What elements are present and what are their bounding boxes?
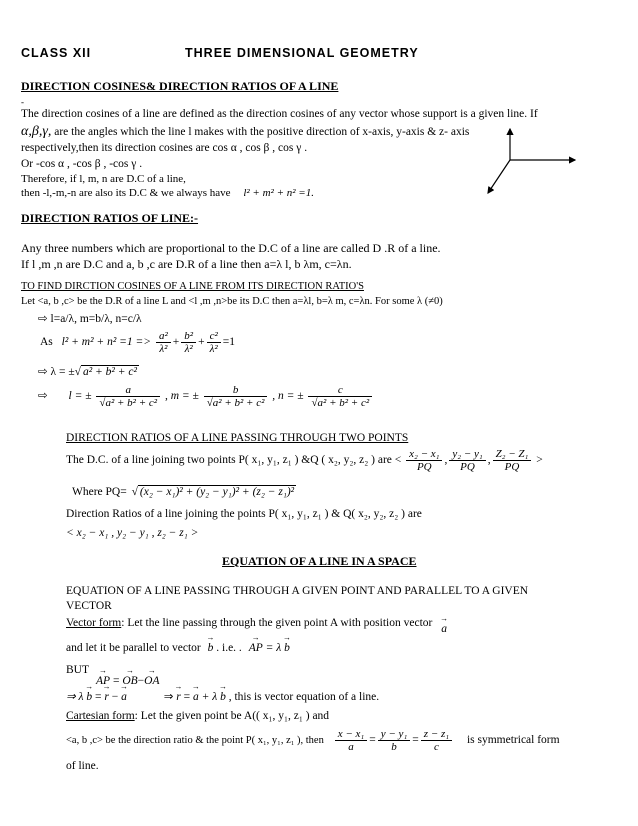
sec1-dash: -	[21, 97, 24, 107]
sec5-heading: EQUATION OF A LINE IN A SPACE	[222, 554, 417, 568]
frac-sz: $\frac{\text{z − z₁}}{c}$	[421, 728, 452, 753]
sec4-p1-line: The D.C. of a line joining two points P( x₁, y₁, z₁ ) &Q ( x₂, y₂, z₂ ) are < $\frac{\text{x₂ − x₁}}{PQ}$ , $\frac{\text{y₂ − y₁}}{PQ}$ , $\frac{\text{Z₂ − Z₁}}{PQ}$ >	[66, 448, 543, 474]
sec4-p3: < x₂ − x₁ , y₂ − y₁ , z₂ − z₁ >	[66, 527, 199, 539]
sec5-p1: EQUATION OF A LINE PASSING THROUGH A GIVEN POINT AND PARALLEL TO A GIVEN	[66, 585, 529, 597]
implication-line: ⇒ λ → b = → r − → a ⇒ → r = → a + λ → b , this is vector equation of a line.	[66, 691, 379, 704]
sec1-p2: are the angles which the line l makes with the positive direction of x-axis, y-axis & z- axis	[51, 126, 470, 138]
lambda-equation: ⇨ λ = ±√ a² + b² + c²	[38, 366, 137, 378]
frac-m: $\frac{b}{\text{√a² + b² + c²}}$	[204, 384, 268, 409]
frac-x: $\frac{\text{x₂ − x₁}}{PQ}$	[406, 448, 442, 473]
but-line: BUT	[66, 664, 89, 676]
sec1-p6	[21, 187, 314, 200]
as-label: As	[40, 336, 53, 349]
frac-y: $\frac{\text{y₂ − y₁}}{PQ}$	[449, 448, 485, 473]
axes-diagram	[480, 125, 585, 200]
sec3-p1: Let <a, b ,c> be the D.R of a line L and <l ,m ,n>be its D.C then a=λl, b=λ m, c=λn. For some λ (≠0)	[21, 296, 443, 307]
frac-c2: $\frac{\text{c²}}{\text{λ²}}$	[207, 330, 221, 355]
sec1-p6a: then -l,-m,-n are also its D.C & we always have	[21, 187, 231, 199]
sec1-p1: The direction cosines of a line are defined as the direction cosines of any vector whose support is a given line. If	[21, 108, 538, 120]
sec3-heading: TO FIND DIRCTION COSINES OF A LINE FROM ITS DIRECTION RATIO'S	[21, 281, 364, 292]
pq-formula: Where PQ= √ (x₂ − x₁)² + (y₂ − y₁)² + (z₂ − z₁)²	[72, 486, 295, 498]
sec3-p2: ⇨ l=a/λ, m=b/λ, n=c/λ	[38, 313, 142, 325]
sec2-heading: DIRECTION RATIOS OF LINE:-	[21, 211, 199, 225]
lmn-equations: ⇨ l = ± $\frac{a}{\text{√a² + b² + c²}}$ , m = ± $\frac{b}{\text{√a² + b² + c²}}$ , n = ± $\frac{c}{\text{√a² + b² + c²}}$	[38, 384, 374, 409]
cartesian-form-label: Cartesian form	[66, 710, 135, 722]
frac-b2: $\frac{\text{b²}}{\text{λ²}}$	[181, 330, 196, 355]
greek-angles: α,β,γ,	[21, 124, 52, 139]
sec1-heading: DIRECTION COSINES& DIRECTION RATIOS OF A LINE	[21, 79, 339, 93]
frac-l: $\frac{a}{\text{√a² + b² + c²}}$	[96, 384, 160, 409]
but-equation: → AP = → OB−→ OA	[96, 675, 160, 688]
sec4-p2: Direction Ratios of a line joining the points P( x₁, y₁, z₁ ) & Q( x₂, y₂, z₂ ) are	[66, 508, 422, 520]
symmetric-form-line: <a, b ,c> be the direction ratio & the point P( x₁, y₁, z₁ ), then $\frac{\text{x − x₁}}{a}$ = $\frac{\text{y − y₁}}{b}$ = $\frac{\text{z − z₁}}{c}$ is symmetrical form	[66, 728, 560, 754]
as-eq: l² + m² + n² =1 =>	[61, 336, 152, 349]
sec1-p6b: l² + m² + n² =1.	[243, 187, 314, 199]
frac-sy: $\frac{\text{y − y₁}}{b}$	[378, 728, 411, 753]
sec5-p6: of line.	[66, 760, 99, 772]
frac-z: $\frac{\text{Z₂ − Z₁}}{PQ}$	[493, 448, 532, 473]
sec4-heading: DIRECTION RATIOS OF A LINE PASSING THROUGH TWO POINTS	[66, 432, 409, 444]
sec2-p1: Any three numbers which are proportional to the D.C of a line are called D .R of a line.	[21, 241, 441, 255]
subject-title: THREE DIMENSIONAL GEOMETRY	[185, 46, 419, 60]
sec1-p4: Or -cos α , -cos β , -cos γ .	[21, 158, 143, 170]
x-axis-line	[488, 160, 510, 193]
frac-sx: $\frac{\text{x − x₁}}{a}$	[335, 728, 368, 753]
sec5-p2: VECTOR	[66, 600, 112, 612]
frac-n: $\frac{c}{\text{√a² + b² + c²}}$	[308, 384, 372, 409]
as-equation: As l² + m² + n² =1 => $\frac{\text{a²}}{\text{λ²}}$ + $\frac{\text{b²}}{\text{λ²}}$ + $\frac{\text{c²}}{\text{λ²}}$ =1	[40, 330, 235, 356]
class-label: CLASS XII	[21, 46, 92, 60]
vector-form-line: Vector form: Let the line passing through the given point A with position vector → a	[66, 617, 447, 630]
vector-form-label: Vector form	[66, 617, 122, 629]
sec1-p3: respectively,then its direction cosines are cos α , cos β , cos γ .	[21, 142, 308, 154]
frac-a2: $\frac{\text{a²}}{\text{λ²}}$	[156, 330, 171, 355]
sec1-p2-line	[21, 124, 469, 140]
cartesian-form-line: Cartesian form: Let the given point be A(( x₁, y₁, z₁ ) and	[66, 710, 330, 722]
sec1-p5: Therefore, if l, m, n are D.C of a line,	[21, 173, 186, 185]
parallel-line: and let it be parallel to vector → b . i.e. . → AP = λ → b	[66, 642, 290, 655]
sec2-p2: If l ,m ,n are D.C and a, b ,c are D.R of a line then a=λ l, b λm, c=λn.	[21, 257, 352, 271]
